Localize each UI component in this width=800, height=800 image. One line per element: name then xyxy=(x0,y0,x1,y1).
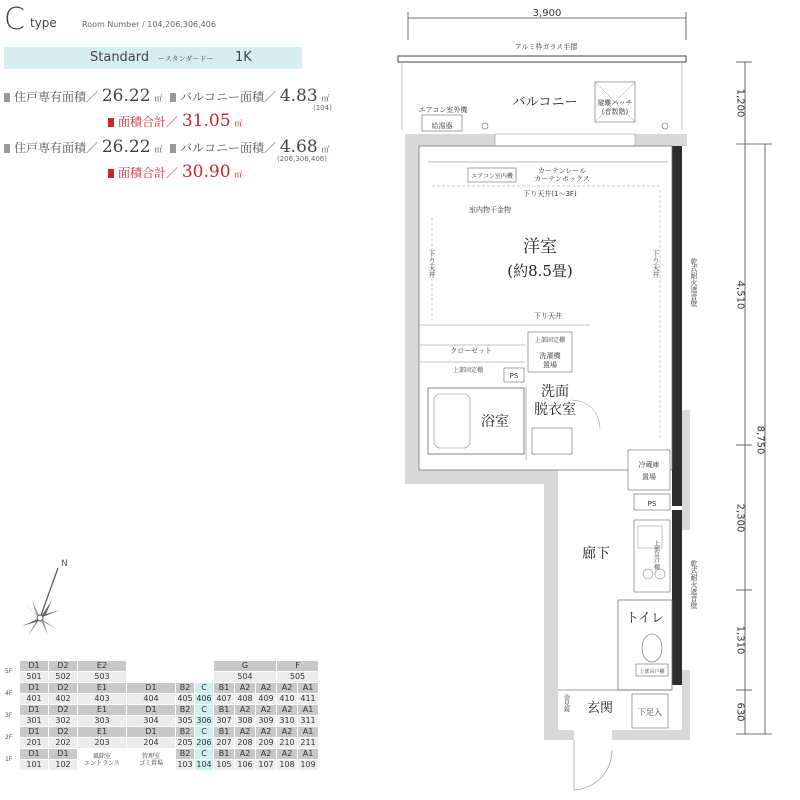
balcony-note: (104) xyxy=(313,104,332,112)
washer-label-2: 置場 xyxy=(543,361,557,369)
room-number-cell: 306 xyxy=(196,716,212,725)
room-number-cell: 307 xyxy=(214,716,234,726)
unit-type-cell: A1 xyxy=(298,683,318,693)
drop-ceiling-right-label: 下り天井 xyxy=(652,250,660,278)
plan-layout: 1K xyxy=(235,50,252,65)
water-heater-label: 給湯器 xyxy=(431,122,453,130)
upper-shelf-label: 上部固定棚 xyxy=(534,337,566,344)
closet-label: クローゼット xyxy=(450,347,492,355)
floor-type-row xyxy=(5,727,318,737)
floor-room-row xyxy=(5,694,318,704)
floor-type-row xyxy=(5,749,318,759)
unit: ㎡ xyxy=(234,119,243,128)
room-number-cell: 305 xyxy=(177,716,193,725)
window-sash xyxy=(495,134,635,146)
unit-type-cell: B2 xyxy=(176,683,194,693)
room-number-cell: 205 xyxy=(177,738,193,747)
unit: ㎡ xyxy=(154,94,163,103)
plan-kana: ースタンダードー xyxy=(158,55,214,63)
hallway-label: 廊下 xyxy=(582,546,610,562)
unit-type-cell: G xyxy=(214,661,276,671)
room-number-cell: 310 xyxy=(277,716,297,726)
plan-bar xyxy=(4,47,302,69)
floor-label: 1F xyxy=(5,749,19,770)
room-number-cell: 206 xyxy=(196,738,212,747)
upper-cabinet-label: 上部吊戸棚 xyxy=(652,540,660,570)
floor-label: 4F xyxy=(5,683,19,704)
balcony-label: バルコニー xyxy=(512,95,578,110)
total-area-row-1 xyxy=(108,111,242,131)
room-number-cell: 210 xyxy=(277,738,297,748)
room-number-cell: 105 xyxy=(214,760,234,770)
unit-type-cell: A2 xyxy=(256,727,276,737)
bullet-icon xyxy=(4,144,10,153)
balcony-area-value: 4.83 xyxy=(279,86,318,106)
floor-type-row xyxy=(5,683,318,693)
washer-label-1: 洗濯機 xyxy=(539,352,561,360)
room-number-cell: 408 xyxy=(235,694,255,704)
room-number-cell: 201 xyxy=(20,738,48,748)
floor-type-row xyxy=(5,661,318,671)
room-number-cell xyxy=(127,672,175,682)
compass-north-label: N xyxy=(61,559,68,569)
room-number-cell: 202 xyxy=(49,738,77,748)
unit-type-cell: A2 xyxy=(235,727,255,737)
toilet-cabinet-label: 上部吊戸棚 xyxy=(639,669,665,675)
unit-type-cell: E1 xyxy=(78,683,126,693)
curtain-box-label: カーテンボックス xyxy=(534,175,590,183)
entrance-label: 玄関 xyxy=(586,701,614,716)
bath-label: 浴室 xyxy=(481,414,509,430)
unit-type-cell: E1 xyxy=(78,727,126,737)
unit-type-cell: B1 xyxy=(214,749,234,759)
room-number-cell: 504 xyxy=(214,672,276,682)
total-area-label: 面積合計／ xyxy=(118,166,179,180)
unit-type-cell: D2 xyxy=(49,661,77,671)
unit-type-cell: B2 xyxy=(176,727,194,737)
unit-type-cell: F xyxy=(277,661,318,671)
entrance-door xyxy=(574,740,612,790)
room-number-cell: 309 xyxy=(256,716,276,726)
fridge-label-2: 置場 xyxy=(642,473,656,481)
unit-type-cell: A2 xyxy=(235,705,255,715)
bullet-icon xyxy=(170,144,176,153)
room-number-cell: 302 xyxy=(49,716,77,726)
unit-type-cell xyxy=(195,661,213,671)
room-number-cell: 410 xyxy=(277,694,297,704)
private-area-label: 住戸専有面積／ xyxy=(14,141,99,155)
fire-wall-upper xyxy=(672,146,682,506)
upper-shelf-label-2: 上部固定棚 xyxy=(452,367,484,374)
unit: ㎡ xyxy=(154,145,163,154)
hatch-label-1: 避難ハッチ xyxy=(597,99,633,107)
bullet-icon xyxy=(108,118,114,127)
room-number-cell: 501 xyxy=(20,672,48,682)
unit: ㎡ xyxy=(321,94,330,103)
drop-ceiling-left-label: 下り天井 xyxy=(428,250,436,278)
room-number-cell: 204 xyxy=(127,738,175,748)
floor-type-row xyxy=(5,705,318,715)
unit-type-cell: D1 xyxy=(20,683,48,693)
unit-type-cell: D1 xyxy=(127,727,175,737)
total-area-value: 31.05 xyxy=(181,111,231,131)
unit-type-cell: A2 xyxy=(235,749,255,759)
unit-type-cell: A2 xyxy=(256,749,276,759)
dim-8750: 8,750 xyxy=(754,425,766,455)
unit-type-cell: D2 xyxy=(49,727,77,737)
aircon-indoor-label: エアコン室内機 xyxy=(471,173,513,180)
room-numbers: Room Number / 104,206,306,406 xyxy=(82,20,216,29)
unit-type-cell: B2 xyxy=(176,705,194,715)
unit: ㎡ xyxy=(234,170,243,179)
curtain-rail-label: カーテンレール xyxy=(537,167,587,175)
dim-top-label: 3,900 xyxy=(532,8,562,19)
room-number-cell: 208 xyxy=(235,738,255,748)
dim-4510: 4,510 xyxy=(734,280,746,310)
room-number-cell: 301 xyxy=(20,716,48,726)
total-area-row-2 xyxy=(108,162,242,182)
ps-label-2: PS xyxy=(647,500,657,508)
washbasin xyxy=(532,428,572,454)
room-number-cell: 404 xyxy=(127,694,175,704)
washroom-label-1: 洗面 xyxy=(541,384,569,400)
private-area-label: 住戸専有面積／ xyxy=(14,90,99,104)
unit-type-cell: D1 xyxy=(20,661,48,671)
total-area-label: 面積合計／ xyxy=(118,115,179,129)
room-number-cell: 405 xyxy=(177,694,193,703)
fire-wall-label-upper: 乾式耐火遮音壁 xyxy=(690,258,698,307)
room-number-cell: 503 xyxy=(78,672,126,682)
floor-room-row xyxy=(5,738,318,748)
washroom-label-2: 脱衣室 xyxy=(534,402,576,418)
unit-type-cell: A2 xyxy=(277,749,297,759)
unit-type-cell: A2 xyxy=(277,705,297,715)
hatch-label-2: (音数階) xyxy=(601,108,629,116)
unit-type-cell: C xyxy=(195,705,213,715)
room-number-cell: 209 xyxy=(256,738,276,748)
room-number-cell xyxy=(176,672,194,682)
dim-1310: 1,310 xyxy=(734,625,746,655)
type-word: type xyxy=(30,16,57,30)
unit-type-cell: D1 xyxy=(49,749,77,759)
fridge-space xyxy=(628,450,670,490)
floor-label: 2F xyxy=(5,727,19,748)
unit-type-cell: D2 xyxy=(49,683,77,693)
unit-type-cell: C xyxy=(195,749,213,759)
room-name: 洋室 xyxy=(523,237,557,257)
bullet-icon xyxy=(108,169,114,178)
area-row-2 xyxy=(4,137,330,157)
toilet-label: トイレ xyxy=(625,611,665,626)
common-area-cell: 風除室 エントランス xyxy=(78,749,126,770)
floor-table xyxy=(4,660,319,771)
unit-type-cell: C xyxy=(195,683,213,693)
room-number-cell: 107 xyxy=(256,760,276,770)
room-number-cell: 409 xyxy=(256,694,276,704)
room-number-cell: 308 xyxy=(235,716,255,726)
unit-type-cell: B2 xyxy=(176,749,194,759)
fire-wall-lower xyxy=(672,510,682,685)
private-area-value: 26.22 xyxy=(101,137,151,157)
unit-type-cell: D1 xyxy=(20,705,48,715)
room-size: (約8.5畳) xyxy=(507,262,573,280)
unit-type-cell: D1 xyxy=(20,749,48,759)
dim-2300: 2,300 xyxy=(734,503,746,533)
unit-type-cell: A2 xyxy=(235,683,255,693)
balcony-note: (206,306,406) xyxy=(277,155,327,163)
room-number-cell: 203 xyxy=(78,738,126,748)
room-number-cell: 108 xyxy=(277,760,297,770)
private-area-value: 26.22 xyxy=(101,86,151,106)
toilet-bowl xyxy=(642,634,662,662)
drying-fixture-label: 室内物干金物 xyxy=(469,206,511,214)
unit-type-cell: E2 xyxy=(78,661,126,671)
shoe-box-label: 下足入 xyxy=(638,708,662,717)
room-number-cell: 303 xyxy=(78,716,126,726)
aircon-outdoor-label: エアコン室外機 xyxy=(418,106,468,114)
unit-type-cell xyxy=(176,661,194,671)
unit-type-cell: B1 xyxy=(214,683,234,693)
mirror-label: 姿見鏡 xyxy=(562,694,570,712)
room-number-cell: 402 xyxy=(49,694,77,704)
handrail-label: アルミ枠ガラス手摺 xyxy=(514,43,578,51)
unit-type-cell: E1 xyxy=(78,705,126,715)
unit-type-cell: A1 xyxy=(298,749,318,759)
floor-room-row xyxy=(5,672,318,682)
room-number-cell: 502 xyxy=(49,672,77,682)
unit-type-cell: D1 xyxy=(20,727,48,737)
room-number-cell: 311 xyxy=(298,716,318,726)
wall-hall-left xyxy=(544,470,558,740)
unit-type-cell: A2 xyxy=(277,683,297,693)
plan-name: Standard xyxy=(90,50,150,65)
unit-type-cell: A2 xyxy=(277,727,297,737)
floor-label: 5F xyxy=(5,661,19,682)
dim-1200: 1,200 xyxy=(734,88,746,118)
ps-label: PS xyxy=(509,372,519,380)
room-number-cell: 103 xyxy=(177,760,193,769)
room-number-cell: 304 xyxy=(127,716,175,726)
room-number-cell: 104 xyxy=(196,760,212,769)
unit-type-cell: A1 xyxy=(298,705,318,715)
room-number-cell: 109 xyxy=(298,760,318,770)
room-number-cell: 106 xyxy=(235,760,255,770)
bullet-icon xyxy=(170,93,176,102)
drop-ceiling-13-label: 下り天井(1～3F) xyxy=(523,190,577,198)
balcony-area-label: バルコニー面積／ xyxy=(179,90,276,104)
unit-type-cell: B1 xyxy=(214,705,234,715)
room-number-cell: 207 xyxy=(214,738,234,748)
unit-type-cell: D1 xyxy=(127,683,175,693)
unit-type-cell: D2 xyxy=(49,705,77,715)
room-number-cell: 411 xyxy=(298,694,318,704)
unit-type-cell: C xyxy=(195,727,213,737)
bullet-icon xyxy=(4,93,10,102)
wall-bottom xyxy=(405,470,555,484)
room-number-cell: 403 xyxy=(78,694,126,704)
fridge-label-1: 冷蔵庫 xyxy=(638,461,660,469)
dim-630: 630 xyxy=(734,702,746,722)
room-number-cell xyxy=(195,672,213,682)
room-number-cell: 407 xyxy=(214,694,234,704)
total-area-value: 30.90 xyxy=(181,162,231,182)
wall-left xyxy=(405,134,419,484)
common-area-cell: 管理室 ゴミ置場 xyxy=(127,749,175,770)
floor-plan xyxy=(380,0,800,800)
balcony-area-label: バルコニー面積／ xyxy=(179,141,276,155)
handrail xyxy=(398,56,686,62)
unit-type-cell: A1 xyxy=(298,727,318,737)
unit-type-cell: D1 xyxy=(127,705,175,715)
room-number-cell: 211 xyxy=(298,738,318,748)
area-row-1 xyxy=(4,86,330,106)
unit-type-cell: B1 xyxy=(214,727,234,737)
unit-type-cell: A2 xyxy=(256,705,276,715)
unit-type-cell xyxy=(127,661,175,671)
fire-wall-label-lower: 乾式耐火遮音壁 xyxy=(690,560,698,609)
compass-icon xyxy=(14,556,74,646)
room-number-cell: 102 xyxy=(49,760,77,770)
room-number-cell: 101 xyxy=(20,760,48,770)
room-number-cell: 401 xyxy=(20,694,48,704)
drop-ceiling-label: 下り天井 xyxy=(534,312,562,320)
room-number-cell: 406 xyxy=(196,694,212,703)
room-number-cell: 505 xyxy=(277,672,318,682)
floor-label: 3F xyxy=(5,705,19,726)
unit: ㎡ xyxy=(321,145,330,154)
unit-type-cell: A2 xyxy=(256,683,276,693)
type-letter: C xyxy=(4,2,25,37)
floor-room-row xyxy=(5,716,318,726)
balcony-area-value: 4.68 xyxy=(279,137,318,157)
